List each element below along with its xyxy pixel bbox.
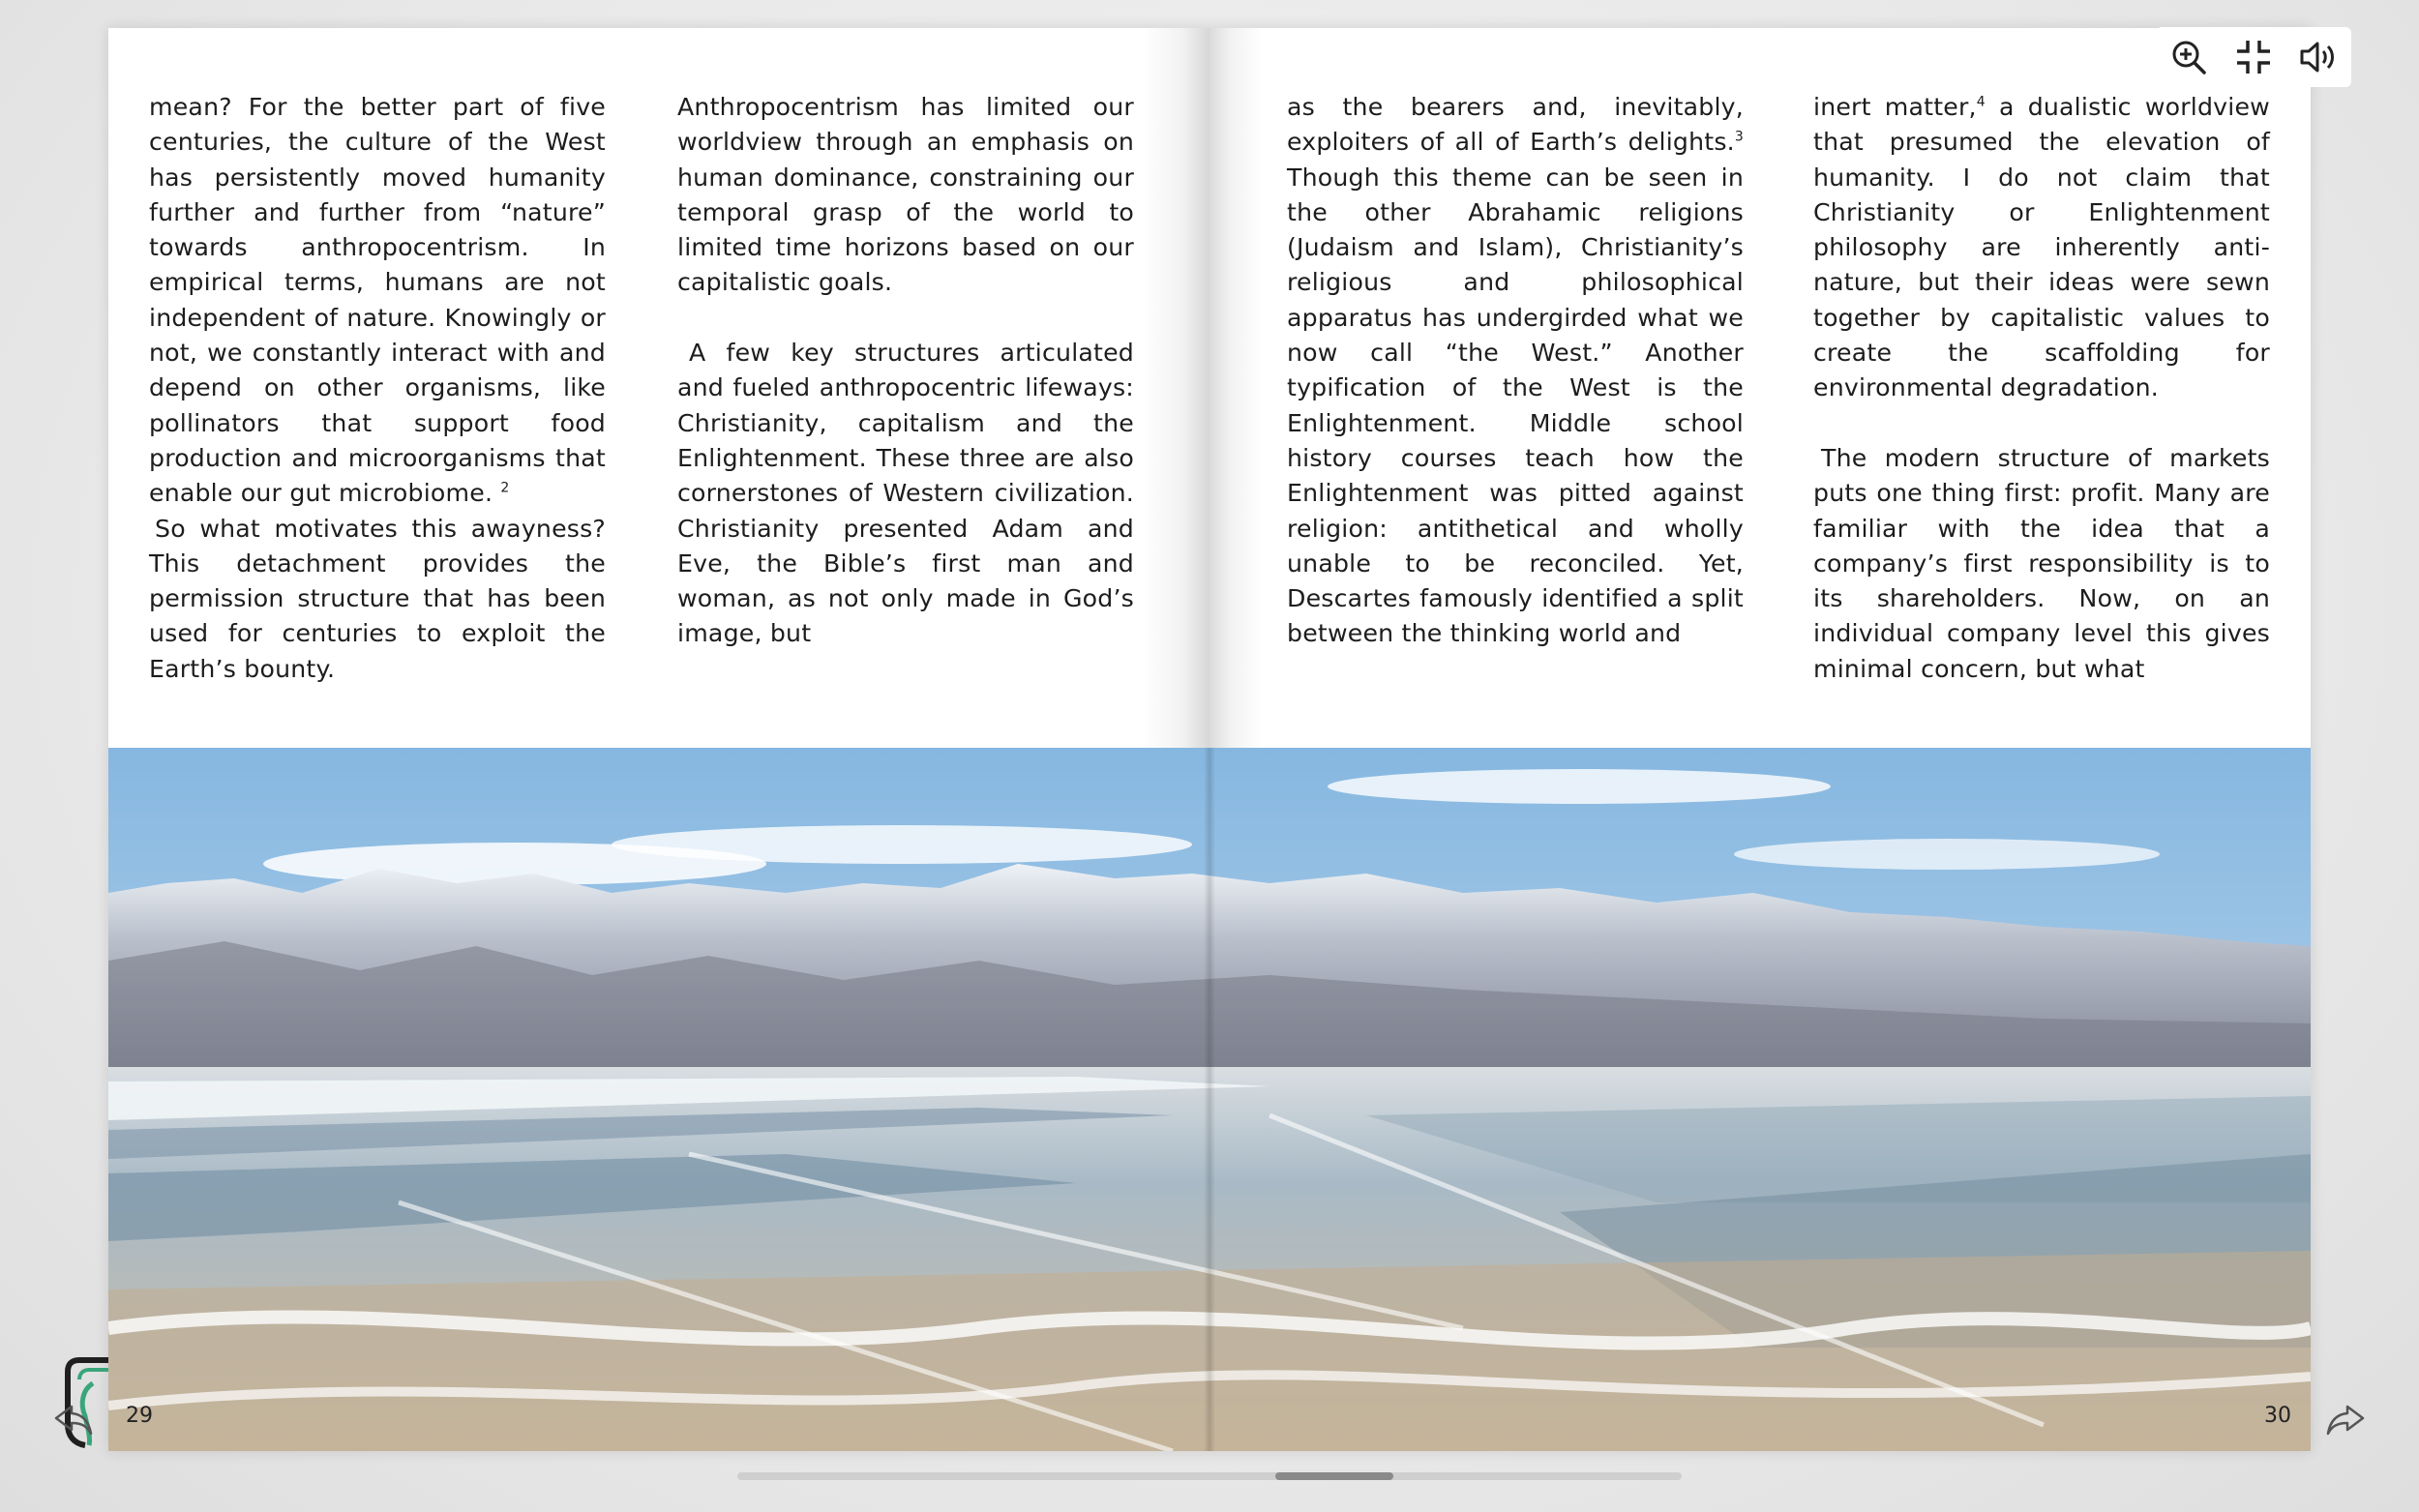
previous-page-button[interactable] — [48, 1395, 97, 1443]
page-number-left: 29 — [126, 1404, 153, 1428]
zoom-in-button[interactable] — [2165, 34, 2212, 80]
page-gutter-shadow — [1142, 28, 1210, 749]
left-page-column-1 — [149, 90, 606, 687]
page-gutter-shadow — [1210, 28, 1263, 749]
zoom-in-icon — [2169, 38, 2208, 76]
paragraph: a dualistic worldview that presumed the elevation of humanity. I do not claim that Christianity or Enlightenment philosophy are inherently anti-nature, but their ideas were sewn together by capitalistic values to create the scaffolding for environmental degradation. — [1813, 93, 2270, 402]
paragraph: A few key structures articulated and fueled anthropocentric lifeways: Christianity, capitalism and the Enlightenment. These three are also cornerstones of Western civilization. Christianity presented Adam and Eve, the Bible’s first man and woman, as not only made in God’s image, but — [677, 339, 1134, 648]
footnote-ref[interactable]: 3 — [1734, 129, 1744, 145]
right-page-column-2 — [1813, 90, 2270, 687]
page-number-right: 30 — [2264, 1404, 2291, 1428]
page-scrollbar[interactable] — [737, 1472, 1682, 1480]
speaker-icon — [2298, 38, 2339, 76]
exit-fullscreen-icon — [2234, 38, 2273, 76]
paragraph: as the bearers and, inevitably, exploiters of all of Earth’s delights. — [1287, 93, 1744, 157]
landscape-photo — [108, 748, 2311, 1451]
paragraph: The modern structure of markets puts one thing first: profit. Many are familiar with the idea that a company’s first responsibility is to its shareholders. Now, on an individual company level this gives minimal concern, but what — [1813, 443, 2270, 683]
photo-fold-shadow — [1204, 748, 1215, 1451]
footnote-ref[interactable]: 2 — [500, 480, 510, 496]
flipbook-spread — [108, 28, 2311, 1451]
next-page-button[interactable] — [2322, 1395, 2371, 1443]
paragraph: Anthropocentrism has limited our worldview through an emphasis on human dominance, constraining our temporal grasp of the world to limited time horizons based on our capitalistic goals. — [677, 93, 1134, 297]
footnote-ref[interactable]: 4 — [1976, 94, 1986, 110]
back-arrow-icon — [48, 1395, 97, 1443]
paragraph-continued: Though this theme can be seen in the other Abrahamic religions (Judaism and Islam), Christianity’s religious and philosophical apparatus has undergirded what we now call “the West.” Another typification of the West is the Enlightenment. Middle school history courses teach how the Enlightenment was pitted against religion: antithetical and wholly unable to be reconciled. Yet, Descartes famously identified a split between the thinking world and — [1287, 163, 1744, 648]
left-page-column-2 — [677, 90, 1134, 652]
audio-button[interactable] — [2295, 34, 2342, 80]
right-page-column-1 — [1287, 90, 1744, 652]
paragraph-start: inert matter, — [1813, 93, 1977, 121]
paragraph: So what motivates this awayness? This detachment provides the permission structure that has been used for centuries to exploit the Earth’s bounty. — [149, 514, 606, 683]
share-forward-icon — [2322, 1395, 2371, 1443]
viewer-toolbar — [2156, 27, 2351, 87]
scrollbar-thumb[interactable] — [1275, 1472, 1393, 1480]
exit-fullscreen-button[interactable] — [2230, 34, 2277, 80]
paragraph: mean? For the better part of five centuries, the culture of the West has persistently moved humanity further and further from “nature” towards anthropocentrism. In empirical terms, humans are not independent of nature. Knowingly or not, we constantly interact with and depend on other organisms, like pollinators that support food production and microorganisms that enable our gut microbiome. — [149, 93, 606, 508]
